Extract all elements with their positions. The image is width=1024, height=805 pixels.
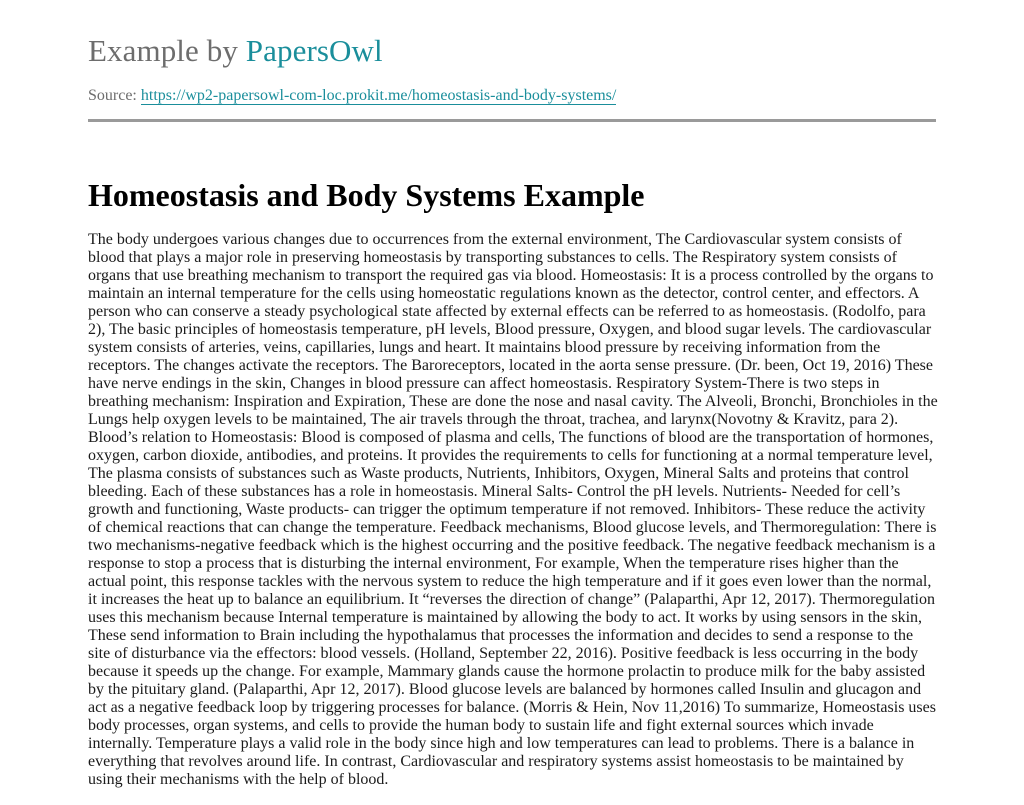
header-prefix: Example by xyxy=(88,33,246,68)
document-title: Homeostasis and Body Systems Example xyxy=(88,177,645,213)
document-body: The body undergoes various changes due to occurrences from the external environment, The Cardiovascular system consists of blood that plays a major role in preserving homeostasis by transporting substances to cells. The Respiratory system consists of organs that use breathing mechanism to transport the required gas via blood. Homeostasis: It is a process controlled by the organs to maintain an internal temperature for the cells using homeostatic regulations known as the detector, control center, and effectors. A person who can conserve a steady psychological state affected by external effects can be referred to as homeostasis. (Rodolfo, para 2), The basic principles of homeostasis temperature, pH levels, Blood pressure, Oxygen, and blood sugar levels. The cardiovascular system consists of arteries, veins, capillaries, lungs and heart. It maintains blood pressure by receiving information from the receptors. The changes activate the receptors. The Baroreceptors, located in the aorta sense pressure. (Dr. been, Oct 19, 2016) These have nerve endings in the skin, Changes in blood pressure can affect homeostasis. Respiratory System-There is two steps in breathing mechanism: Inspiration and Expiration, These are done the nose and nasal cavity. The Alveoli, Bronchi, Bronchioles in the Lungs help oxygen levels to be maintained, The air travels through the throat, trachea, and larynx(Novotny & Kravitz, para 2). Blood’s relation to Homeostasis: Blood is composed of plasma and cells, The functions of blood are the transportation of hormones, oxygen, carbon dioxide, antibodies, and proteins. It provides the requirements to cells for functioning at a normal temperature level, The plasma consists of substances such as Waste products, Nutrients, Inhibitors, Oxygen, Mineral Salts and proteins that control bleeding. Each of these substances has a role in homeostasis. Mineral Salts- Control the pH levels. Nutrients- Needed for cell’s growth and functioning, Waste products- can trigger the optimum temperature if not removed. Inhibitors- These reduce the activity of chemical reactions that can change the temperature. Feedback mechanisms, Blood glucose levels, and Thermoregulation: There is two mechanisms-negative feedback which is the highest occurring and the positive feedback. The negative feedback mechanism is a response to stop a process that is disturbing the internal environment, For example, When the temperature rises higher than the actual point, this response tackles with the nervous system to reduce the high temperature and if it goes even lower than the normal, it increases the heat up to balance an equilibrium. It “reverses the direction of change” (Palaparthi, Apr 12, 2017). Thermoregulation uses this mechanism because Internal temperature is maintained by allowing the body to act. It works by using sensors in the skin, These send information to Brain including the hypothalamus that processes the information and decides to send a response to the site of disturbance via the effectors: blood vessels. (Holland, September 22, 2016). Positive feedback is less occurring in the body because it speeds up the change. For example, Mammary glands cause the hormone prolactin to produce milk for the baby assisted by the pituitary gland. (Palaparthi, Apr 12, 2017). Blood glucose levels are balanced by hormones called Insulin and glucagon and act as a negative feedback loop by triggering processes for balance. (Morris & Hein, Nov 11,2016) To summarize, Homeostasis uses body processes, organ systems, and cells to provide the human body to sustain life and fight external sources which invade internally. Temperature plays a valid role in the body since high and low temperatures can lead to problems. There is a balance in everything that revolves around life. In contrast, Cardiovascular and respiratory systems assist homeostasis to be maintained by using their mechanisms with the help of blood. xyxy=(88,231,938,788)
brand-name[interactable]: PapersOwl xyxy=(245,33,383,68)
page xyxy=(88,0,936,805)
header-divider xyxy=(88,119,936,122)
source-line xyxy=(88,86,936,106)
site-header xyxy=(88,0,936,69)
source-link[interactable]: https://wp2-papersowl-com-loc.prokit.me/homeostasis-and-body-systems/ xyxy=(140,87,617,104)
source-label: Source: xyxy=(88,87,141,104)
